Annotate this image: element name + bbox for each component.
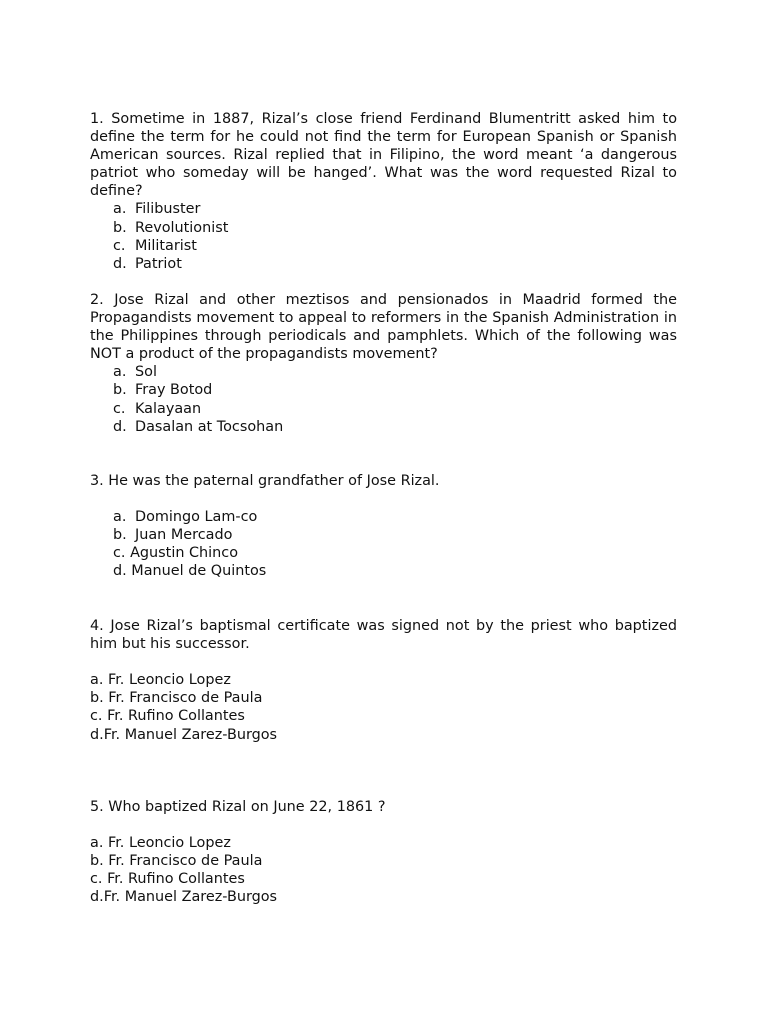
spacer (90, 653, 677, 671)
options-list (90, 200, 677, 272)
question-2 (90, 291, 677, 436)
option-b (90, 689, 677, 707)
option-text: Dasalan at Tocsohan (135, 418, 284, 435)
option-text: Juan Mercado (135, 527, 233, 544)
option-letter: c. (113, 237, 126, 254)
option-text: Fr. Manuel Zarez-Burgos (103, 726, 278, 743)
option-a (90, 834, 677, 852)
question-text: 4. Jose Rizal’s baptismal certificate was signed not by the priest who baptized him but his successor. (90, 618, 677, 653)
option-b (90, 852, 677, 870)
options-list (90, 363, 677, 435)
option-letter: a. (90, 835, 104, 852)
option-text: Fray Botod (135, 382, 213, 399)
option-c (90, 707, 677, 725)
option-d (113, 418, 677, 436)
option-letter: c. (113, 545, 126, 562)
option-text: Patriot (135, 255, 182, 272)
options-list (90, 508, 677, 580)
option-letter: d. (90, 726, 104, 743)
option-letter: d. (90, 889, 104, 906)
option-b (113, 381, 677, 399)
option-a (90, 671, 677, 689)
option-text: Domingo Lam-co (135, 509, 258, 526)
question-text: 3. He was the paternal grandfather of Jose Rizal. (90, 473, 440, 489)
option-letter: b. (113, 527, 127, 544)
option-letter: d. (113, 418, 127, 435)
spacer (90, 490, 677, 508)
option-letter: b. (90, 853, 104, 870)
option-text: Fr. Francisco de Paula (108, 853, 263, 870)
option-letter: a. (113, 201, 127, 218)
spacer (90, 816, 677, 834)
option-text: Militarist (135, 237, 197, 254)
option-text: Fr. Rufino Collantes (107, 708, 245, 725)
question-text: 5. Who baptized Rizal on June 22, 1861 ? (90, 799, 386, 815)
option-text: Filibuster (135, 201, 201, 218)
option-letter: c. (90, 708, 103, 725)
option-a (113, 200, 677, 218)
option-text: Sol (135, 364, 157, 381)
option-letter: d. (113, 255, 127, 272)
question-text: 1. Sometime in 1887, Rizal’s close friend Ferdinand Blumentritt asked him to define the term for he could not find the term for European Spanish or Spanish American sources. Rizal replied that in Filipino, the word meant ‘a dangerous patriot who someday will be hanged’. What was the word requested Rizal to define? (90, 111, 677, 200)
option-a (113, 508, 677, 526)
option-c (113, 400, 677, 418)
option-letter: b. (90, 690, 104, 707)
option-d (90, 888, 677, 906)
question-5 (90, 798, 677, 907)
option-text: Revolutionist (135, 219, 229, 236)
question-3 (90, 472, 677, 581)
options-list (90, 671, 677, 743)
question-text: 2. Jose Rizal and other meztisos and pensionados in Maadrid formed the Propagandists movement to appeal to reformers in the Spanish Administration in the Philippines through periodicals and pamphlets. Which of the following was NOT a product of the propagandists movement? (90, 292, 677, 363)
option-letter: b. (113, 219, 127, 236)
option-text: Fr. Leoncio Lopez (107, 672, 231, 689)
option-c (90, 870, 677, 888)
option-d (113, 255, 677, 273)
option-c (113, 544, 677, 562)
option-text: Fr. Francisco de Paula (108, 690, 263, 707)
question-4 (90, 617, 677, 744)
option-d (90, 726, 677, 744)
option-letter: a. (90, 672, 104, 689)
option-b (113, 526, 677, 544)
option-letter: a. (113, 509, 127, 526)
option-letter: d. (113, 563, 127, 580)
option-text: Fr. Manuel Zarez-Burgos (103, 889, 278, 906)
option-letter: b. (113, 382, 127, 399)
option-text: Fr. Leoncio Lopez (107, 835, 231, 852)
option-c (113, 237, 677, 255)
option-letter: c. (113, 400, 126, 417)
option-a (113, 363, 677, 381)
option-letter: c. (90, 871, 103, 888)
option-text: Kalayaan (135, 400, 202, 417)
options-list (90, 834, 677, 906)
option-letter: a. (113, 364, 127, 381)
question-1 (90, 110, 677, 273)
option-text: Manuel de Quintos (131, 563, 267, 580)
option-text: Fr. Rufino Collantes (107, 871, 245, 888)
option-d (113, 562, 677, 580)
option-text: Agustin Chinco (130, 545, 239, 562)
option-b (113, 219, 677, 237)
